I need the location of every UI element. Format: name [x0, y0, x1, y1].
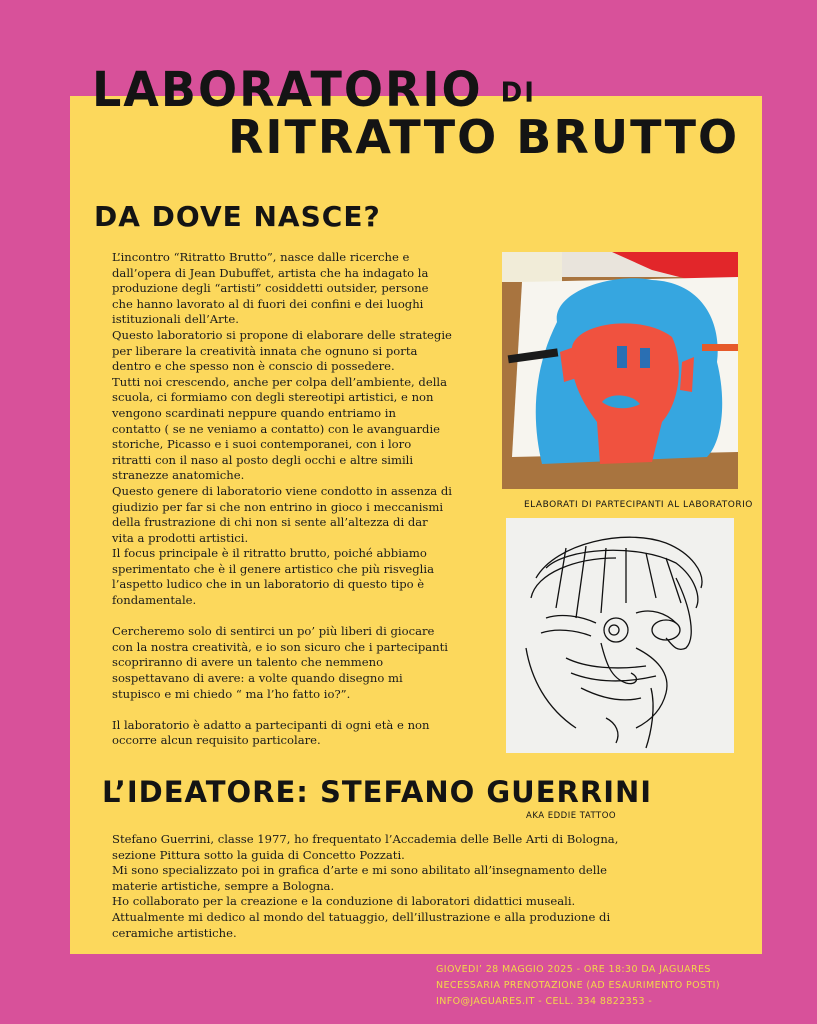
title-line-1	[92, 61, 536, 118]
footer-date-line: GIOVEDI’ 28 MAGGIO 2025 - ORE 18:30 DA JAGUARES	[436, 964, 711, 975]
section-heading-origin: DA DOVE NASCE?	[94, 200, 381, 233]
title-word-di: DI	[500, 77, 536, 109]
section-heading-author: L’IDEATORE: STEFANO GUERRINI	[102, 775, 653, 809]
collage-portrait-image	[502, 252, 738, 489]
collage-portrait-photo	[502, 252, 738, 489]
footer-booking-line: NECESSARIA PRENOTAZIONE (AD ESAURIMENTO POSTI)	[436, 980, 720, 991]
section-author-body: Stefano Guerrini, classe 1977, ho frequentato l’Accademia delle Belle Arti di Bologna, sezione Pittura sotto la guida di Concetto Pozzati. Mi sono specializzato poi in grafica d’arte e mi sono abilitato all’insegnamento delle materie artistiche, sempre a Bologna. Ho collaborato per la creazione e la conduzione di laboratori didattici museali. Attualmente mi dedico al mondo del tatuaggio, dell’illustrazione e alla produzione di ceramiche artistiche.	[112, 832, 619, 940]
author-aka: AKA EDDIE TATTOO	[526, 811, 617, 821]
footer-contact-line: INFO@JAGUARES.IT - CELL. 334 8822353 -	[436, 996, 653, 1007]
line-drawing-photo	[506, 518, 734, 753]
title-word-laboratorio: LABORATORIO	[92, 60, 483, 118]
line-drawing-image	[506, 518, 734, 753]
title-line-2: RITRATTO BRUTTO	[228, 110, 740, 164]
section-origin-body: L’incontro “Ritratto Brutto”, nasce dalle ricerche e dall’opera di Jean Dubuffet, artista che ha indagato la produzione degli “artisti” cosiddetti outsider, persone che hanno lavorato al di fuori dei confini e dei luoghi istituzionali dell’Arte. Questo laboratorio si propone di elaborare delle strategie per liberare la creatività innata che ognuno si porta dentro e che spesso non è conscio di possedere. Tutti noi crescendo, anche per colpa dell’ambiente, della scuola, ci formiamo con degli stereotipi artistici, e non vengono scardinati neppure quando entriamo in contatto ( se ne veniamo a contatto) con le avanguardie storiche, Picasso e i suoi contemporanei, con i loro ritratti con il naso al posto degli occhi e altre simili stranezze anatomiche. Questo genere di laboratorio viene condotto in assenza di giudizio per far si che non entrino in gioco i meccanismi della frustrazione di chi non si sente all’altezza di dar vita a prodotti artistici. Il focus principale è il ritratto brutto, poiché abbiamo sperimentato che è il genere artistico che più risveglia l’aspetto ludico che in un laboratorio di questo tipo è fondamentale. Cercheremo solo di sentirci un po’ più liberi di giocare con la nostra creatività, e io son sicuro che i partecipanti scopriranno di avere un talento che nemmeno sospettavano di avere: a volte quando disegno mi stupisco e mi chiedo “ ma l’ho fatto io?”. Il laboratorio è adatto a partecipanti di ogni età e non occorre alcun requisito particolare.	[112, 250, 452, 748]
photo-caption: ELABORATI DI PARTECIPANTI AL LABORATORIO	[524, 500, 753, 510]
